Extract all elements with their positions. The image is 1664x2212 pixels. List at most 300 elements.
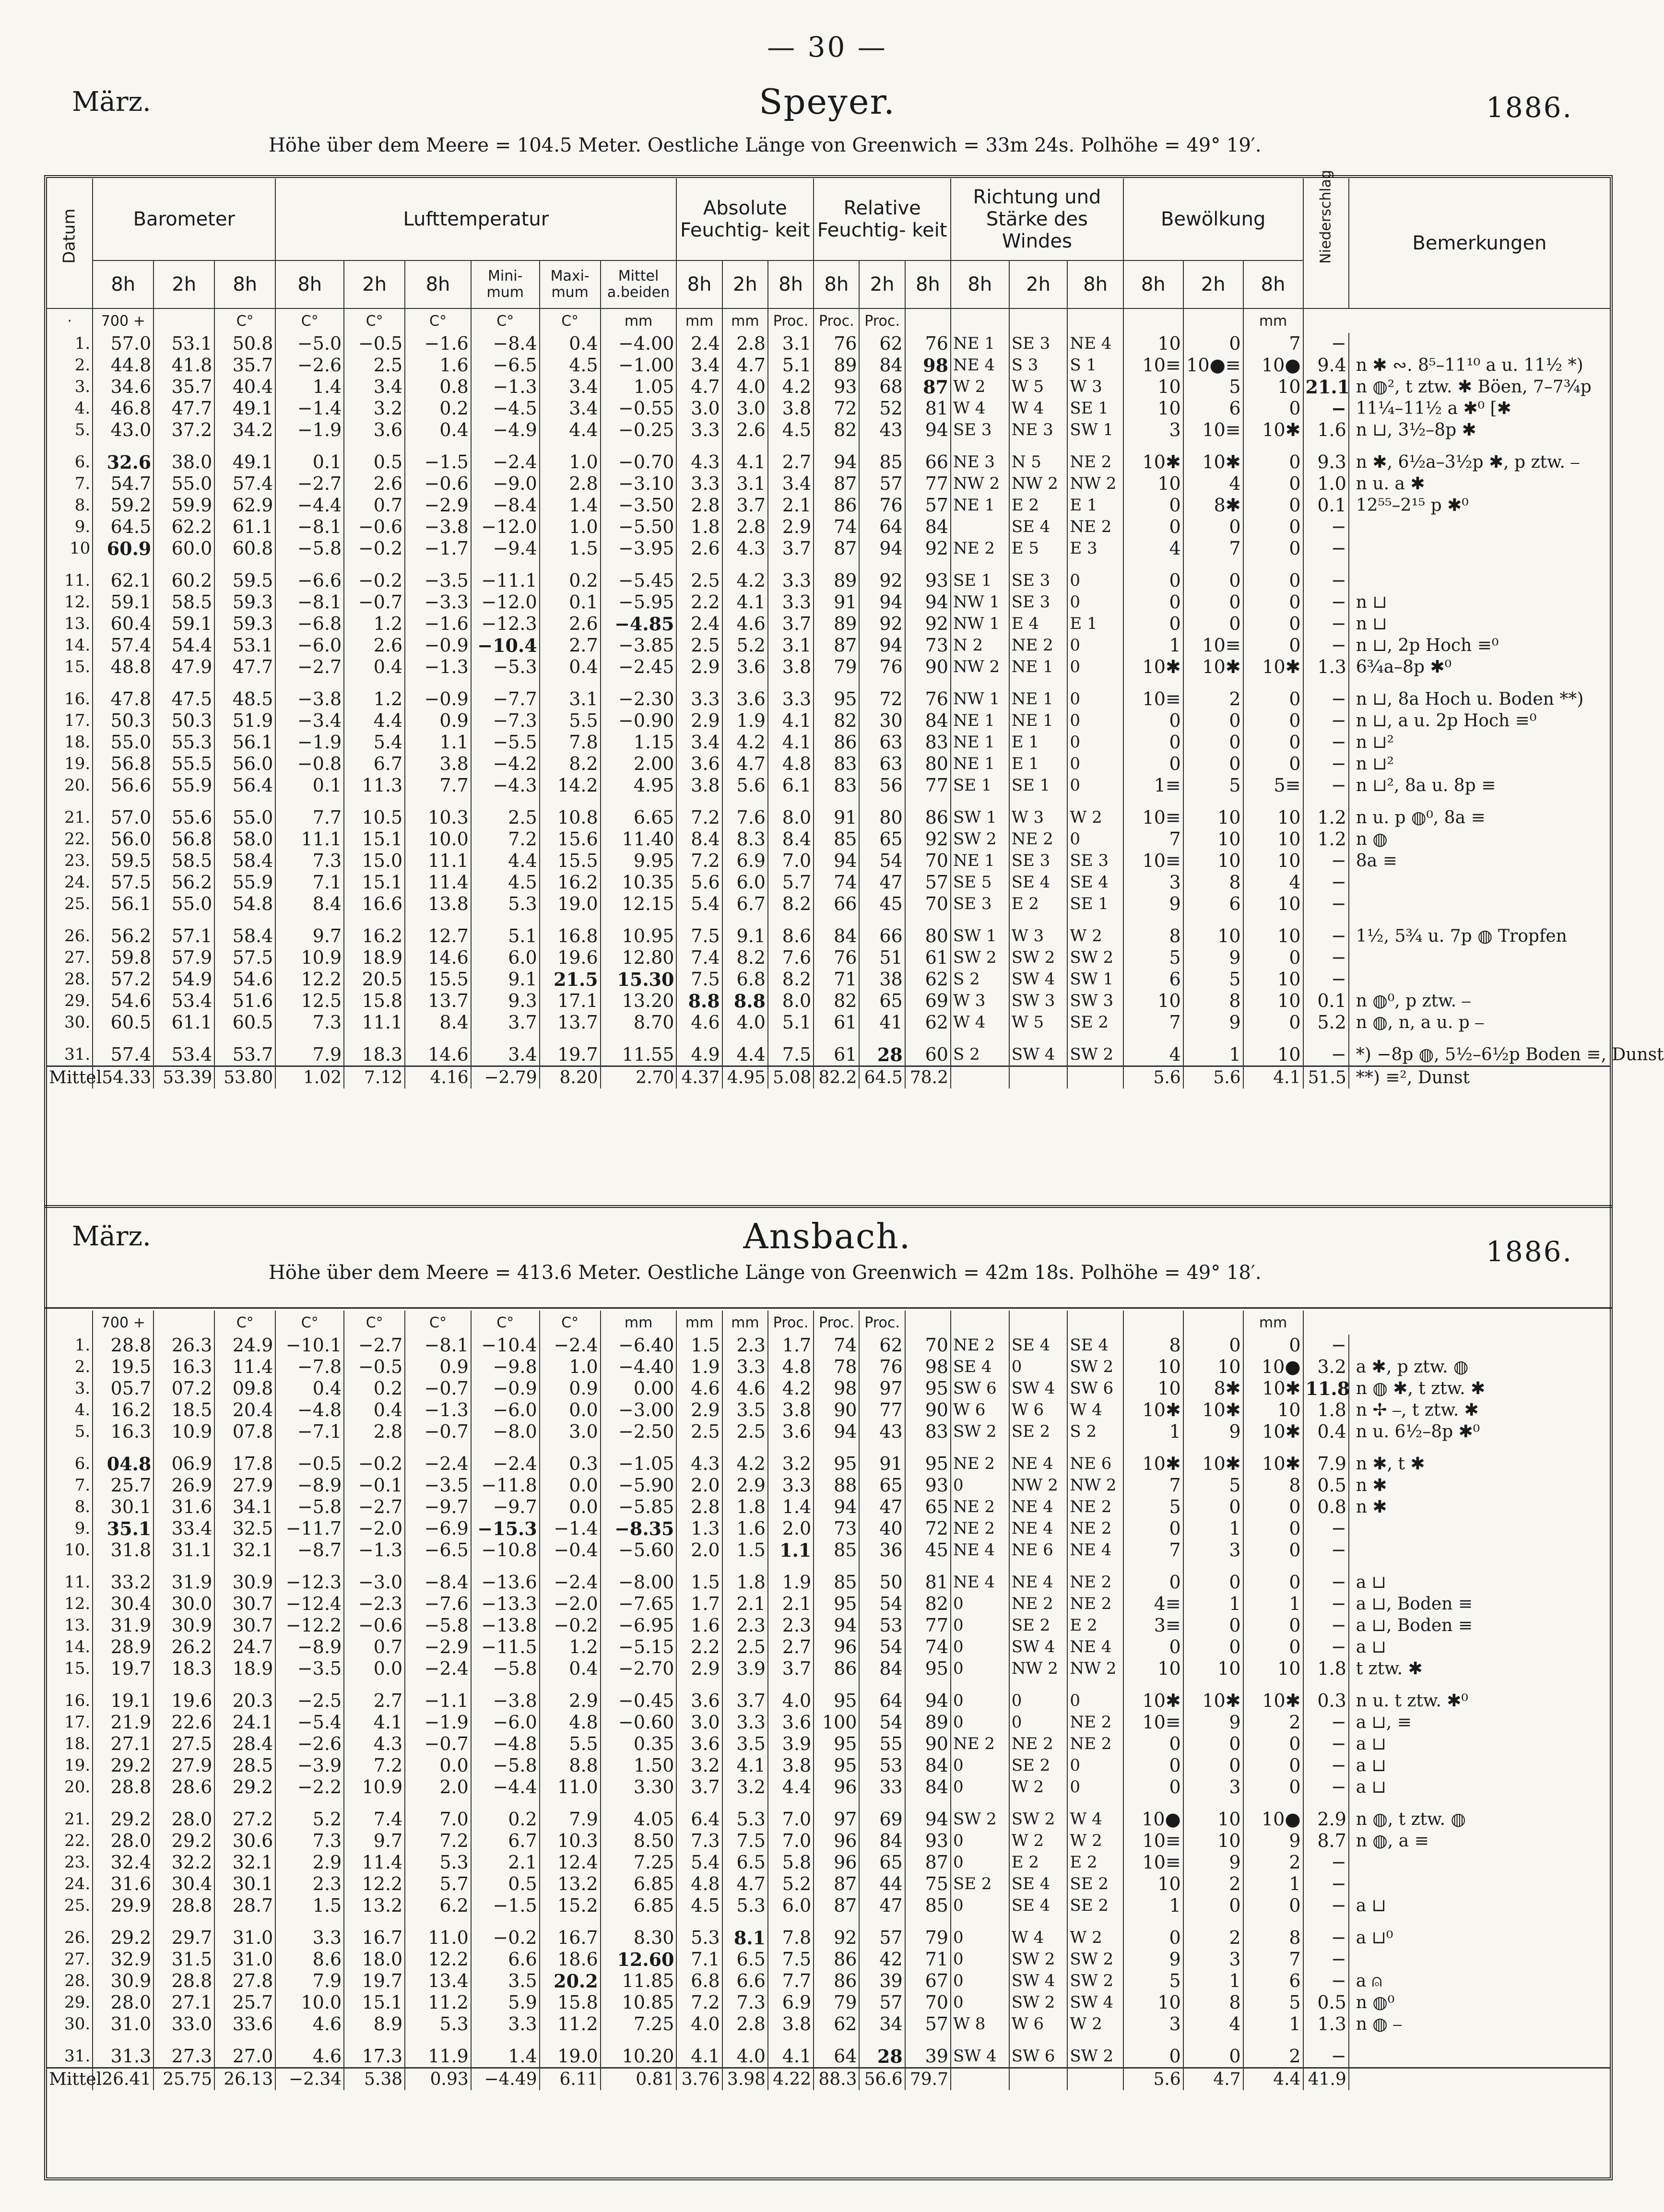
value-cell: −1.3: [405, 1399, 471, 1421]
table-row: [47, 333, 1610, 355]
table-row: [47, 1798, 1610, 1830]
value-cell: 04.8: [93, 1443, 153, 1475]
value-cell: 44.8: [93, 355, 153, 376]
value-cell: NE 4: [1009, 1561, 1068, 1593]
value-cell: 4.8: [768, 1356, 814, 1378]
value-cell: SW 2: [1009, 1798, 1068, 1830]
value-cell: −6.9: [405, 1518, 471, 1539]
value-cell: 60.4: [93, 613, 153, 635]
value-cell: 2.70: [601, 1066, 677, 1089]
value-cell: 5: [1123, 1496, 1183, 1518]
value-cell: −3.8: [471, 1680, 540, 1712]
value-cell: −5.0: [275, 333, 344, 355]
value-cell: 46.8: [93, 398, 153, 419]
value-cell: NE 4: [1009, 1518, 1068, 1539]
value-cell: 93: [905, 1830, 951, 1852]
value-cell: 7.2: [471, 828, 540, 850]
value-cell: 38: [859, 969, 905, 990]
value-cell: −: [1303, 947, 1349, 969]
value-cell: 9.3: [1303, 441, 1349, 473]
value-cell: 0: [1009, 1356, 1068, 1378]
value-cell: −2.4: [471, 1443, 540, 1475]
value-cell: −: [1303, 872, 1349, 893]
value-cell: 39: [905, 2035, 951, 2068]
value-cell: W 2: [1067, 915, 1123, 947]
value-cell: 16.2: [344, 915, 405, 947]
value-cell: 10: [1183, 796, 1243, 828]
value-cell: 2.9: [676, 1658, 722, 1680]
value-cell: 2: [1243, 2035, 1303, 2068]
value-cell: 34.6: [93, 376, 153, 398]
value-cell: 1.5: [275, 1895, 344, 1916]
value-cell: 6.1: [768, 775, 814, 796]
value-cell: SW 4: [1009, 1970, 1068, 1992]
table-row: [47, 1443, 1610, 1475]
col-niederschlag: Niederschlag: [1303, 178, 1349, 308]
value-cell: 6: [1183, 398, 1243, 419]
value-cell: −2.0: [540, 1593, 601, 1615]
value-cell: SE 2: [1067, 1873, 1123, 1895]
value-cell: −8.0: [471, 1421, 540, 1443]
value-cell: 58.5: [153, 850, 214, 872]
value-cell: 27.9: [214, 1475, 275, 1496]
value-cell: 6.8: [676, 1970, 722, 1992]
value-cell: 12.2: [344, 1873, 405, 1895]
value-cell: 2.3: [275, 1873, 344, 1895]
value-cell: 10: [1123, 1356, 1183, 1378]
value-cell: 74: [814, 1335, 859, 1356]
value-cell: 7.9: [275, 1033, 344, 1066]
value-cell: 3.2: [676, 1755, 722, 1776]
value-cell: 10≡: [1183, 419, 1243, 441]
value-cell: 84: [905, 710, 951, 732]
value-cell: 11.3: [344, 775, 405, 796]
unit-cell: C°: [540, 308, 601, 333]
remark-cell: n u. p ◍⁰, 8a ≡: [1356, 808, 1486, 828]
value-cell: 72: [814, 398, 859, 419]
value-cell: −1.7: [405, 538, 471, 559]
value-cell: 28: [859, 1033, 905, 1066]
value-cell: 76: [814, 947, 859, 969]
value-cell: 32.5: [214, 1518, 275, 1539]
value-cell: 2.9: [540, 1680, 601, 1712]
value-cell: 10: [1243, 850, 1303, 872]
day-cell: Mittel: [47, 1066, 93, 1089]
value-cell: 1.6: [1303, 419, 1349, 441]
day-cell: 12.: [47, 1593, 93, 1615]
value-cell: 7.2: [676, 796, 722, 828]
table-row: [47, 398, 1610, 419]
remark-cell: a ⊔: [1356, 1573, 1386, 1592]
value-cell: 17.3: [344, 2035, 405, 2068]
value-cell: 47.9: [153, 656, 214, 678]
unit-cell: C°: [275, 308, 344, 333]
value-cell: 4.37: [676, 1066, 722, 1089]
table-row: [47, 1733, 1610, 1755]
value-cell: 41.9: [1303, 2068, 1349, 2091]
value-cell: 3.4: [471, 1033, 540, 1066]
day-cell: 3.: [47, 376, 93, 398]
value-cell: 3.6: [676, 1680, 722, 1712]
value-cell: 2.9: [768, 516, 814, 538]
value-cell: 0: [1243, 1496, 1303, 1518]
value-cell: 77: [905, 1615, 951, 1636]
value-cell: 7: [1243, 333, 1303, 355]
value-cell: 13.7: [405, 990, 471, 1012]
value-cell: −5.45: [601, 559, 677, 591]
value-cell: W 2: [951, 376, 1009, 398]
value-cell: −2.7: [344, 1335, 405, 1356]
value-cell: 10✱: [1183, 1680, 1243, 1712]
value-cell: 59.9: [153, 495, 214, 516]
sub-maximum: Maxi- mum: [540, 260, 601, 308]
value-cell: 0: [1183, 1636, 1243, 1658]
value-cell: 90: [905, 656, 951, 678]
value-cell: 0: [1183, 1755, 1243, 1776]
unit-cell: [1183, 1311, 1243, 1335]
value-cell: 0.00: [601, 1378, 677, 1399]
value-cell: 54: [859, 1593, 905, 1615]
value-cell: 0: [1067, 828, 1123, 850]
value-cell: 3.1: [540, 678, 601, 710]
value-cell: 62.1: [93, 559, 153, 591]
table-row: [47, 678, 1610, 710]
value-cell: 10: [1183, 828, 1243, 850]
value-cell: −: [1303, 1949, 1349, 1970]
unit-cell: Proc.: [814, 1311, 859, 1335]
remark-cell: n ⊔²: [1356, 733, 1394, 752]
value-cell: E 2: [1009, 495, 1068, 516]
value-cell: −4.5: [471, 398, 540, 419]
day-cell: 5.: [47, 1421, 93, 1443]
value-cell: 7.0: [768, 1830, 814, 1852]
table-row: [47, 990, 1610, 1012]
value-cell: SE 4: [1067, 1335, 1123, 1356]
value-cell: 55.3: [153, 732, 214, 753]
value-cell: −3.8: [275, 678, 344, 710]
value-cell: 15.6: [540, 828, 601, 850]
value-cell: 1.7: [676, 1593, 722, 1615]
value-cell: NE 1: [951, 850, 1009, 872]
value-cell: −1.5: [405, 441, 471, 473]
unit-cell: C°: [471, 308, 540, 333]
unit-cell: [951, 308, 1009, 333]
value-cell: SE 4: [1009, 1873, 1068, 1895]
value-cell: 0: [1067, 559, 1123, 591]
value-cell: 0: [1183, 1335, 1243, 1356]
value-cell: 57: [859, 473, 905, 495]
value-cell: SW 2: [1067, 947, 1123, 969]
value-cell: 0.4: [1303, 1421, 1349, 1443]
value-cell: 0.2: [471, 1798, 540, 1830]
value-cell: 2.1: [768, 1593, 814, 1615]
value-cell: SW 4: [1009, 969, 1068, 990]
value-cell: 3.3: [722, 1712, 768, 1733]
page-number: — 30 —: [767, 31, 887, 63]
value-cell: −3.3: [405, 591, 471, 613]
value-cell: 31.3: [93, 2035, 153, 2068]
value-cell: 0.8: [1303, 1496, 1349, 1518]
value-cell: 3.76: [676, 2068, 722, 2091]
value-cell: −: [1303, 710, 1349, 732]
sub-8h-evening: 8h: [1243, 260, 1303, 308]
value-cell: 9: [1183, 1012, 1243, 1033]
value-cell: 87: [814, 538, 859, 559]
value-cell: −0.25: [601, 419, 677, 441]
value-cell: 39: [859, 1970, 905, 1992]
value-cell: 0: [1123, 2035, 1183, 2068]
value-cell: SW 2: [1067, 1970, 1123, 1992]
value-cell: −: [1303, 516, 1349, 538]
value-cell: 90: [905, 1399, 951, 1421]
value-cell: 69: [859, 1798, 905, 1830]
value-cell: 71: [814, 969, 859, 990]
value-cell: 2: [1183, 678, 1243, 710]
value-cell: 1: [1183, 1033, 1243, 1066]
value-cell: 0: [951, 1712, 1009, 1733]
value-cell: −0.70: [601, 441, 677, 473]
value-cell: −: [1303, 559, 1349, 591]
value-cell: 90: [905, 1733, 951, 1755]
value-cell: 10✱: [1243, 656, 1303, 678]
value-cell: −10.8: [471, 1539, 540, 1561]
value-cell: 0: [1123, 1518, 1183, 1539]
day-cell: 18.: [47, 732, 93, 753]
value-cell: 86: [905, 796, 951, 828]
value-cell: −11.7: [275, 1518, 344, 1539]
value-cell: 1.9: [768, 1561, 814, 1593]
value-cell: 24.9: [214, 1335, 275, 1356]
value-cell: SE 1: [1067, 398, 1123, 419]
value-cell: 0.4: [540, 656, 601, 678]
day-cell: 21.: [47, 796, 93, 828]
table-row: [47, 355, 1610, 376]
value-cell: 57.5: [214, 947, 275, 969]
value-cell: 93: [814, 376, 859, 398]
value-cell: 0: [951, 1475, 1009, 1496]
value-cell: 10: [1123, 1873, 1183, 1895]
value-cell: 5.7: [405, 1873, 471, 1895]
table-row: [47, 1873, 1610, 1895]
value-cell: −7.3: [471, 710, 540, 732]
value-cell: 4.3: [344, 1733, 405, 1755]
value-cell: 1.4: [540, 495, 601, 516]
value-cell: 0.0: [344, 1658, 405, 1680]
value-cell: [951, 1066, 1009, 1089]
value-cell: 6: [1123, 969, 1183, 990]
value-cell: 19.7: [344, 1970, 405, 1992]
value-cell: 9.1: [471, 969, 540, 990]
value-cell: 5.1: [471, 915, 540, 947]
value-cell: 26.3: [153, 1335, 214, 1356]
value-cell: 09.8: [214, 1378, 275, 1399]
value-cell: 3: [1123, 419, 1183, 441]
value-cell: −0.9: [405, 678, 471, 710]
value-cell: 9: [1183, 1852, 1243, 1873]
value-cell: −11.5: [471, 1636, 540, 1658]
value-cell: 1.8: [722, 1561, 768, 1593]
value-cell: 0.4: [344, 1399, 405, 1421]
remark-cell: n ◍, n, a u. p ⎯: [1356, 1013, 1484, 1032]
value-cell: 3.8: [768, 1755, 814, 1776]
day-cell: 4.: [47, 398, 93, 419]
value-cell: 1: [1123, 1895, 1183, 1916]
value-cell: 27.8: [214, 1970, 275, 1992]
value-cell: SW 2: [1067, 1356, 1123, 1378]
value-cell: 18.9: [214, 1658, 275, 1680]
value-cell: 10≡: [1123, 850, 1183, 872]
value-cell: 7.2: [676, 850, 722, 872]
value-cell: −: [1303, 1033, 1349, 1066]
value-cell: 28.8: [93, 1335, 153, 1356]
value-cell: 7.5: [768, 1949, 814, 1970]
value-cell: 5.1: [768, 355, 814, 376]
value-cell: 0: [1243, 1518, 1303, 1539]
value-cell: 56.1: [93, 893, 153, 915]
value-cell: 3.1: [768, 635, 814, 656]
table-row: [47, 1712, 1610, 1733]
value-cell: 1.2: [1303, 796, 1349, 828]
remark-cell: [1349, 947, 1610, 969]
value-cell: 94: [814, 441, 859, 473]
value-cell: 8: [1183, 1992, 1243, 2013]
table-row: [47, 1895, 1610, 1916]
value-cell: 15.8: [344, 990, 405, 1012]
remark-cell: a ✱, p ztw. ◍: [1356, 1357, 1469, 1377]
value-cell: NW 2: [1009, 473, 1068, 495]
value-cell: 10.95: [601, 915, 677, 947]
value-cell: NE 2: [951, 538, 1009, 559]
value-cell: 100: [814, 1712, 859, 1733]
value-cell: 92: [905, 613, 951, 635]
value-cell: 9: [1123, 1949, 1183, 1970]
value-cell: 47.7: [153, 398, 214, 419]
value-cell: −3.9: [275, 1755, 344, 1776]
value-cell: 7.3: [676, 1830, 722, 1852]
value-cell: −: [1303, 753, 1349, 775]
value-cell: 3.6: [768, 1712, 814, 1733]
value-cell: 6.4: [676, 1798, 722, 1830]
value-cell: −9.4: [471, 538, 540, 559]
value-cell: W 4: [1067, 1798, 1123, 1830]
value-cell: 12.15: [601, 893, 677, 915]
value-cell: 85: [814, 1561, 859, 1593]
value-cell: 29.7: [153, 1916, 214, 1949]
value-cell: −9.7: [471, 1496, 540, 1518]
day-cell: 26.: [47, 1916, 93, 1949]
value-cell: 0.81: [601, 2068, 677, 2091]
value-cell: 1≡: [1123, 775, 1183, 796]
value-cell: SW 2: [1067, 1033, 1123, 1066]
remark-cell: [1349, 538, 1610, 559]
value-cell: 10.0: [405, 828, 471, 850]
value-cell: −2.6: [275, 1733, 344, 1755]
table-row: [47, 656, 1610, 678]
section-year: 1886.: [1486, 91, 1573, 124]
remark-cell: t ztw. ✱: [1356, 1659, 1423, 1679]
value-cell: 62: [905, 1012, 951, 1033]
value-cell: −: [1303, 850, 1349, 872]
value-cell: 0: [1067, 1680, 1123, 1712]
value-cell: 10.5: [344, 796, 405, 828]
value-cell: NW 1: [951, 613, 1009, 635]
value-cell: 2.0: [405, 1776, 471, 1798]
remark-cell: [1349, 1873, 1610, 1895]
col-lufttemperatur: Lufttemperatur: [275, 178, 676, 260]
value-cell: −2.79: [471, 1066, 540, 1089]
value-cell: 27.9: [153, 1755, 214, 1776]
value-cell: 0.5: [1303, 1992, 1349, 2013]
value-cell: 0: [1067, 591, 1123, 613]
value-cell: 0.5: [1303, 1475, 1349, 1496]
value-cell: 30.1: [214, 1873, 275, 1895]
value-cell: 3.4: [676, 732, 722, 753]
value-cell: 83: [814, 775, 859, 796]
table-row: [47, 1916, 1610, 1949]
value-cell: 57: [905, 872, 951, 893]
value-cell: SE 1: [1067, 893, 1123, 915]
value-cell: 2.6: [344, 473, 405, 495]
remark-cell: [1349, 2068, 1610, 2091]
value-cell: 7.2: [344, 1755, 405, 1776]
value-cell: 0: [1123, 516, 1183, 538]
value-cell: 80: [905, 753, 951, 775]
value-cell: 57.1: [153, 915, 214, 947]
value-cell: 28.9: [93, 1636, 153, 1658]
value-cell: 0: [1183, 1895, 1243, 1916]
value-cell: 29.9: [93, 1895, 153, 1916]
value-cell: 96: [814, 1830, 859, 1852]
value-cell: 9: [1183, 947, 1243, 969]
value-cell: 84: [905, 1776, 951, 1798]
value-cell: 53.7: [214, 1033, 275, 1066]
value-cell: 31.1: [153, 1539, 214, 1561]
value-cell: 76: [859, 495, 905, 516]
value-cell: 34.2: [214, 419, 275, 441]
value-cell: 19.7: [540, 1033, 601, 1066]
value-cell: −5.50: [601, 516, 677, 538]
value-cell: 3≡: [1123, 1615, 1183, 1636]
value-cell: 2.6: [344, 635, 405, 656]
remark-cell: a ⊔, Boden ≡: [1356, 1616, 1473, 1635]
value-cell: 10●: [1123, 1798, 1183, 1830]
value-cell: 3.6: [722, 678, 768, 710]
value-cell: 84: [814, 915, 859, 947]
value-cell: 2.5: [344, 355, 405, 376]
value-cell: 7.8: [768, 1916, 814, 1949]
day-cell: 25.: [47, 1895, 93, 1916]
section-divider: [44, 1307, 1613, 1309]
table-row: [47, 1378, 1610, 1399]
value-cell: −8.1: [275, 591, 344, 613]
remark-cell: a ⊔, ≡: [1356, 1713, 1412, 1732]
value-cell: −: [1303, 591, 1349, 613]
value-cell: 50.3: [153, 710, 214, 732]
unit-cell: [153, 1311, 214, 1335]
value-cell: 6.65: [601, 796, 677, 828]
table-row: [47, 1852, 1610, 1873]
value-cell: −0.45: [601, 1680, 677, 1712]
remark-cell: [1349, 559, 1610, 591]
value-cell: 49.1: [214, 398, 275, 419]
value-cell: 83: [905, 732, 951, 753]
value-cell: 0: [951, 1895, 1009, 1916]
value-cell: 8.2: [540, 753, 601, 775]
value-cell: 0: [1243, 516, 1303, 538]
value-cell: 1: [1183, 1593, 1243, 1615]
value-cell: −3.00: [601, 1399, 677, 1421]
value-cell: 4.5: [676, 1895, 722, 1916]
